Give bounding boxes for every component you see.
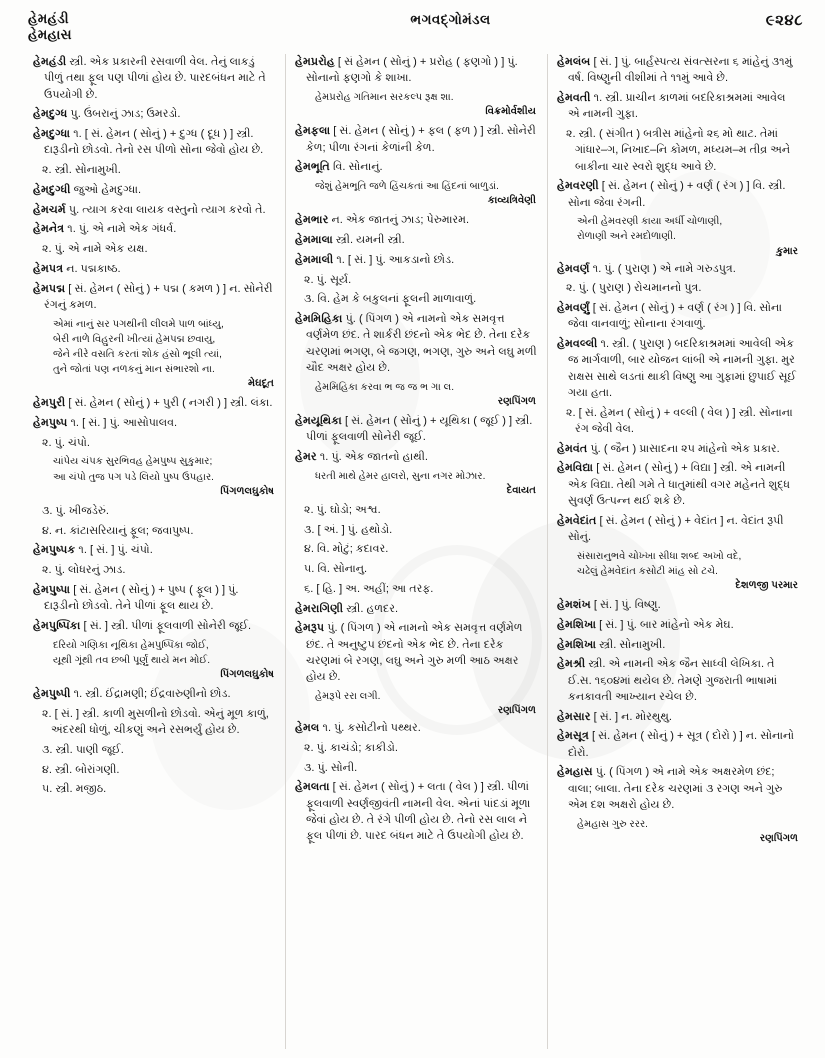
entry-headword: હેમવિદ્યા xyxy=(557,462,594,475)
quotation-block xyxy=(33,317,276,392)
quotation-attribution: કુમાર xyxy=(776,245,798,257)
dictionary-entry xyxy=(33,202,276,218)
quotation-line: આ ચંપો તુજ પગ પડે લિયો પુષ્પ ઉપહાર. xyxy=(53,471,214,483)
quotation-line: જેશું હેમભૂતિ જળે હિંચકતાં આ હિંદનાં બાળુડાં. xyxy=(315,181,499,193)
entry-headword: હેમપુષ્પિકા xyxy=(33,619,81,632)
dictionary-entry xyxy=(33,395,276,411)
entry-definition: ૧. [ સં. હેમન ( સોનું ) + દુગ્ધ ( દૂધ ) ] સ્ત્રી. દારૂડીનો છોડવો. તેનો રસ પીળો સોના જેવો હોય છે. xyxy=(44,128,264,157)
dictionary-entry xyxy=(33,686,276,702)
quotation-line: હેમપ્રરોહ ગતિમાન સરકલ્પ રૂક્ષ શા. xyxy=(315,92,454,103)
entry-sense: ૨. પું. ઘોડો; અશ્વ. xyxy=(304,503,381,516)
entry-definition: સ્ત્રી. એક પ્રકારની રસવાળી વેલ. તેનું લાકડું પીળું તથા ફૂલ પણ પીળાં હોય છે. પારદબંધન માટે તે ઉપયોગી છે. xyxy=(44,56,266,101)
entry-sense: ૫. વિ. સોનાનુ. xyxy=(304,563,368,576)
dictionary-entry xyxy=(295,601,538,617)
entry-sense: ૨. પું. લોધરનું ઝાડ. xyxy=(42,564,126,577)
quotation-line: યૂથી ગૂંથી તવ છબી પૂર્ણું થાયે મન મોઈ. xyxy=(53,654,211,666)
text-column-2 xyxy=(285,54,547,1049)
entry-headword: હેમશ્રી xyxy=(557,658,586,671)
entry-headword: હેમદુગ્ધા xyxy=(33,128,71,140)
entry-definition: [ સં. હેમન ( સોનું ) + વર્ણ ( રંગ ) ] વિ. સોના જેવા વાનવાળું; સોનાના રંગવાળું. xyxy=(568,302,783,331)
entry-definition: ૧. પું. ( પુરાણ ) એ નામે ગરુડપુત્ર. xyxy=(589,262,736,275)
entry-definition: સ્ત્રી. હળદર. xyxy=(343,602,399,615)
entry-definition: [ સં. ] પું. વિષ્ણુ. xyxy=(590,599,661,612)
quotation-attribution: દેશળજી પરમાર xyxy=(735,579,798,591)
entry-headword: હેમપુષ્પ xyxy=(33,416,68,429)
quotation-line: હેમરૂપે રરા લગી. xyxy=(315,690,381,702)
entry-sense: ૨. પું. કાચંડો; કાકીડો. xyxy=(304,741,398,754)
dictionary-entry xyxy=(557,336,800,401)
entry-sense: ૨. પું. ( પુરાણ ) રોચમાનનો પુત્ર. xyxy=(566,282,702,295)
dictionary-entry xyxy=(295,779,538,844)
dictionary-entry xyxy=(295,159,538,175)
dictionary-entry xyxy=(557,178,800,211)
dictionary-entry xyxy=(33,106,276,122)
text-column-1 xyxy=(24,54,285,1049)
dictionary-entry xyxy=(33,182,276,198)
dictionary-entry xyxy=(557,300,800,333)
quotation-attribution: મેઘદૂત xyxy=(247,378,274,390)
entry-definition: [ સં. હેમન ( સોનું ) + પુષ્પ ( ફૂલ ) ] પું. દારૂડીનો છોડવો. તેને પીળાં ફૂલ થાય છે. xyxy=(44,583,239,613)
entry-headword: હેમર xyxy=(295,450,317,463)
entry-definition: [ સં. હેમન ( સોનું ) + વિદ્યા ] સ્ત્રી. એ નામની એક વિદ્યા. તેથી ગમે તે ધાતુમાંથી વગર મહેનતે શુદ્ધ સુવર્ણ ઉત્પન્ન થઈ શકે છે. xyxy=(568,462,791,507)
entry-definition: ૧. પું. એક જાતનો હાથી. xyxy=(316,450,428,463)
entry-definition: [ સં. હેમન ( સોનું ) + ફલ ( ફળ ) ] સ્ત્રી. સોનેરી કેળ; પીળા રંગનાં કેળાંની કેળ. xyxy=(306,125,536,154)
entry-sense: ૩. [ અં. ] પું. હથોડો. xyxy=(304,523,393,536)
dictionary-entry xyxy=(33,54,276,103)
entry-definition: ૧. સ્ત્રી. ઈંદ્રામણી; ઈંદ્રવારુણીનો છોડ. xyxy=(70,688,231,701)
dictionary-entry xyxy=(557,656,800,705)
quotation-attribution: પિંગળલઘુકોષ xyxy=(220,668,274,680)
quotation-attribution: રણપિંગળ xyxy=(497,705,536,717)
quotation-attribution: રણપિંગળ xyxy=(497,395,536,407)
quotation-block xyxy=(557,214,800,258)
quotation-block xyxy=(33,638,276,682)
dictionary-entry xyxy=(33,126,276,159)
quotation-line: હેમહાસ ગુરુ રરર. xyxy=(577,818,648,830)
entry-headword: હેમવંત xyxy=(557,442,588,455)
entry-headword: હેમવતી xyxy=(557,92,591,104)
entry-sense: ૨. પું. સૂર્ય. xyxy=(304,273,352,286)
entry-definition: [ સં. હેમન ( સોનું ) + લતા ( વેલ ) ] સ્ત્રી. પીળાં ફૂલવાળી સ્વર્ણજીવંતી નામની વેલ. એનાં પાંદડાં મૂળા જેવાં હોય છે. તે રંગે પીળી હોય છે. તેનો રસ લાલ ને ફૂલ પીળાં છે. પારદ બંધન માટે તે ઉપયોગી હોય છે. xyxy=(306,781,531,843)
entry-definition: [ સં. ] પું. બાર્હસ્પત્ય સંવત્સરના ૬ માંહેનું ૩૧મું વર્ષ. વિષ્ણુની વીશીમાં તે ૧૧મું આવે છે. xyxy=(568,56,793,85)
quotation-line: તુને જોતાં પણ નળકનું માન સંભારશો ના. xyxy=(53,363,215,375)
dictionary-entry xyxy=(295,123,538,156)
dictionary-entry xyxy=(33,281,276,314)
dictionary-entry xyxy=(33,542,276,558)
dictionary-entry xyxy=(295,413,538,446)
entry-sense: ૨. સ્ત્રી. સોનામુખી. xyxy=(42,164,121,176)
entry-definition: ૧. [ સં. ] પું. ચંપો. xyxy=(75,544,153,557)
entry-headword: હેમમાલા xyxy=(295,234,333,247)
dictionary-entry xyxy=(557,597,800,613)
dictionary-entry xyxy=(295,54,538,87)
entry-headword: હેમભૂતિ xyxy=(295,161,330,174)
dictionary-entry xyxy=(295,311,538,376)
entry-definition: પું. ( પિંગળ ) એ નામે એક અક્ષરમેળ છંદ; વાલા; બાલા. તેના દરેક ચરણમાં ૩ રગણ અને ગુરુ એમ દશ અક્ષરો હોય છે. xyxy=(568,766,783,811)
entry-headword: હેમરાગિણી xyxy=(295,602,344,615)
dictionary-entry xyxy=(295,252,538,268)
entry-definition: ૧. સ્ત્રી. પ્રાચીન કાળમાં બદરિકાશ્રમમાં આવેલ એ નામની ગુફા. xyxy=(568,92,786,121)
entry-headword: હેમહંડી xyxy=(33,56,67,68)
entry-sense: ૫. સ્ત્રી. મજીઠ. xyxy=(42,783,107,796)
quotation-block xyxy=(295,380,538,409)
quotation-line: ચાંપેય ચંપક સુરભિવહ હેમપુષ્પ સુકુમાર; xyxy=(53,456,213,468)
entry-sense: ૪. વિ. મોટું; કદાવર. xyxy=(304,543,389,556)
entry-definition: ૧. [ સં. ] પું. આકડાનો છોડ. xyxy=(333,253,455,266)
quotation-line: જેને નીરે વસતિ કરતાં શોક હંસો ભૂલી ત્યાં, xyxy=(53,348,222,360)
entry-sense: ૨. પું. એ નામે એક યક્ષ. xyxy=(42,243,148,255)
quotation-block xyxy=(33,454,276,498)
entry-headword: હેમસાર xyxy=(557,710,591,723)
quotation-line: રોળાણી અને રમદોળાણી. xyxy=(577,231,676,243)
quotation-line: ધરતી માથે હેમર હાલરો, સુના નગર મોઝાર. xyxy=(315,470,486,482)
entry-headword: હેમદુગ્ધી xyxy=(33,183,71,196)
entry-sense: ૩. સ્ત્રી. પાણી જૂઈ. xyxy=(42,743,124,756)
entry-headword: હેમપુષ્પી xyxy=(33,688,71,701)
entry-sense: ૨. પું. ચંપો. xyxy=(42,436,90,449)
quotation-line: એમાં નાનું સર પગથીની લીલમે પાળ બાંધ્યુ, xyxy=(53,318,224,330)
entry-sense: ૩. પું. ખીજડેરું. xyxy=(42,504,110,517)
dictionary-entry xyxy=(557,261,800,277)
guide-word-first: હેમહંડી xyxy=(28,11,69,26)
entry-definition: [ સં. હેમન ( સોનું ) + યૂથિકા ( જૂઈ ) ] સ્ત્રી. પીળાં ફૂલવાળી સોનેરી જૂઈ. xyxy=(306,414,533,444)
entry-headword: હેમમિહિકા xyxy=(295,313,343,326)
entry-definition: ન. પદ્મકાષ્ઠ. xyxy=(63,262,121,275)
entry-sense: ૪. ન. કાંટાસરિયાનું ફૂલ; જવાપુષ્પ. xyxy=(42,524,194,537)
entry-definition: [ સં. હેમન ( સોનું ) + સૂત્ર ( દોરો ) ] ન. સોનાનો દોરો. xyxy=(568,730,795,759)
entry-headword: હેમફલા xyxy=(295,125,331,138)
entry-sense: ૩. પું. સોની. xyxy=(304,761,358,774)
dictionary-entry xyxy=(557,637,800,653)
dictionary-entry xyxy=(295,620,538,685)
entry-definition: ૧. પું. કસોટીનો પથ્થર. xyxy=(319,722,421,735)
quotation-line: હેમમિહિકા કરવા ભ જ જ ભ ગા લ. xyxy=(315,381,455,393)
entry-definition: પુ. ઉંબરાનું ઝાડ; ઉમરડો. xyxy=(67,108,181,121)
dictionary-entry xyxy=(557,728,800,761)
entry-headword: હેમશંખ xyxy=(557,599,591,612)
entry-headword: હેમપુષ્પક xyxy=(33,544,76,557)
entry-definition: ન. એક જાતનું ઝાડ; પેરુમારમ. xyxy=(328,214,470,227)
entry-headword: હેમવર્ણ xyxy=(557,262,590,275)
entry-definition: [ સં. હેમન ( સોનું ) + પદ્મ ( કમળ ) ] ન. સોનેરી રંગનું કમળ. xyxy=(44,282,273,311)
entry-headword: હેમચર્મ xyxy=(33,203,66,216)
entry-headword: હેમમાલી xyxy=(295,253,334,266)
entry-sense: ૨. સ્ત્રી. ( સંગીત ) બત્રીસ માંહેનો ૨૬ મો થાટ. તેમાં ગાંધાર–ગ, નિખાદ–નિ કોમળ, મધ્યમ–મ તીવ્ર અને બાકીના ચાર સ્વરો શુદ્ધ આવે છે. xyxy=(566,128,791,173)
dictionary-entry xyxy=(33,618,276,634)
entry-headword: હેમપુરી xyxy=(33,397,66,410)
dictionary-entry xyxy=(557,460,800,509)
entry-definition: [ સં. હેમન ( સોનું ) + વેદાંત ] ન. વેદાંત રૂપી સોનું. xyxy=(568,514,784,543)
entry-sense: ૬. [ હિ. ] અ. અહીં; આ તરફ. xyxy=(304,582,434,595)
entry-headword: હેમવલ્લી xyxy=(557,338,598,351)
quotation-line: દરિયો ગણિકા નૂથિકા હેમપુષ્પિકા જોઈ, xyxy=(53,639,209,651)
entry-definition: જુઓ હેમદુગ્ધા. xyxy=(70,183,142,196)
dictionary-entry xyxy=(557,90,800,123)
entry-definition: [ સં. હેમન ( સોનું ) + પુરી ( નગરી ) ] સ્ત્રી. લંકા. xyxy=(65,397,273,410)
quotation-attribution: કાવ્યત્રિવેણી xyxy=(487,195,536,207)
dictionary-entry xyxy=(557,709,800,725)
quotation-block xyxy=(295,469,538,498)
dictionary-entry xyxy=(557,617,800,633)
entry-definition: પું. ( પિંગળ ) એ નામનો એક સમવૃત્ત વર્ણમેળ છંદ. તે અનુષ્ટુપ છંદનો એક ભેદ છે. તેના દરેક ચરણમાં બે રગણ, લઘુ અને ગુરુ મળી આઠ અક્ષર હોય છે. xyxy=(306,622,523,684)
entry-headword: હેમહાસ xyxy=(557,766,593,779)
quotation-block xyxy=(295,179,538,208)
quotation-attribution: વિક્રમોર્વશીય xyxy=(485,106,536,118)
quotation-line: બેરી નાળે વિહુરની ખીત્યાં હેમપદ્મ છવાયુ, xyxy=(53,333,216,345)
dictionary-entry xyxy=(295,720,538,736)
quotation-block xyxy=(295,90,538,119)
entry-definition: [ સં. ] પું. બાર માંહેનો એક મેઘ. xyxy=(596,618,734,631)
text-column-3 xyxy=(547,54,809,1049)
entry-definition: [ સં હેમન ( સોનું ) + પ્રરોહ ( ફણગો ) ] પું. સોનાનો ફણગો કે શાખા. xyxy=(306,56,518,85)
dictionary-entry xyxy=(295,232,538,248)
entry-definition: સ્ત્રી. એ નામની એક જૈન સાધ્વી લેખિકા. તે ઈ.સ. ૧૬૦૪માં થયેલ છે. તેમણે ગુજરાતી ભાષામાં કનકાવતી આખ્યાન રચેલ છે. xyxy=(568,658,778,703)
quotation-attribution: પિંગળલઘુકોષ xyxy=(220,485,274,497)
entry-sense: ૨. [ સં. ] સ્ત્રી. કાળી મુસળીનો છોડવો. એનું મૂળ કાળું, અંદરથી ધોળું, ચીકણું અને રસભર્યું હોય છે. xyxy=(42,707,269,737)
quotation-block xyxy=(557,817,800,846)
entry-headword: હેમવરણી xyxy=(557,180,599,193)
entry-definition: પું. ( જૈન ) પ્રાસાદના ૨૫ માંહેનો એક પ્રકાર. xyxy=(587,442,780,455)
dictionary-entry xyxy=(295,449,538,465)
quotation-attribution: રણપિંગળ xyxy=(759,832,798,844)
entry-headword: હેમપુષ્પા xyxy=(33,583,71,596)
quotation-line: ચઢેલું હેમવેદાંત કસોટી માંહ સો ટચે. xyxy=(577,565,718,577)
entry-headword: હેમવર્ણું xyxy=(557,302,590,315)
running-head xyxy=(0,0,825,54)
dictionary-entry xyxy=(33,582,276,615)
entry-definition: ૧. [ સં. ] પું. આસોપાલવ. xyxy=(67,416,178,429)
column-container xyxy=(0,54,825,1049)
quotation-block xyxy=(557,549,800,593)
quotation-attribution: દેવાયત xyxy=(506,484,536,496)
entry-headword: હેમદુગ્ધ xyxy=(33,108,68,121)
entry-headword: હેમપત્ર xyxy=(33,262,64,275)
dictionary-entry xyxy=(557,54,800,87)
entry-headword: હેમયૂથિકા xyxy=(295,414,342,427)
dictionary-entry xyxy=(557,513,800,546)
entry-definition: ૧. સ્ત્રી. ( પુરાણ ) બદરિકાશ્રમમાં આવેલી એક જ માર્ગવાળી, બાર યોજન લાંબી એ નામની ગુફા. મુર રાક્ષસ સાથે લડતાં થાકી વિષ્ણુ આ ગુફામાં છુપાઈ સૂઈ ગયા હતા. xyxy=(568,338,797,399)
entry-sense: ૪. સ્ત્રી. બોરાંગણી. xyxy=(42,763,120,776)
entry-definition: પું. ( પિંગળ ) એ નામનો એક સમવૃત્ત વર્ણમેળ છંદ. તે શાર્કરી છંદનો એક ભેદ છે. તેના દરેક ચરણમાં ભગણ, બે જગણ, ભગણ, ગુરુ અને લઘુ મળી ચૌદ અક્ષર હોય છે. xyxy=(306,313,537,374)
dictionary-entry xyxy=(33,221,276,237)
entry-headword: હેમપદ્મ xyxy=(33,282,66,295)
quotation-block xyxy=(295,689,538,718)
entry-definition: પુ. ત્યાગ કરવા લાયક વસ્તુનો ત્યાગ કરવો તે. xyxy=(65,203,266,216)
entry-sense: ૨. [ સં. હેમન ( સોનું ) + વલ્લી ( વેલ ) ] સ્ત્રી. સોનાના રંગ જેવી વેલ. xyxy=(566,406,793,435)
entry-definition: ૧. પું. એ નામે એક ગંધર્વ. xyxy=(64,223,177,236)
quotation-line: એની હેમવરણી કાયા અર્ધી ચોળાણી, xyxy=(577,216,723,228)
entry-definition: [ સં. ] સ્ત્રી. પીળાં ફૂલવાળી સોનેરી જૂઈ. xyxy=(80,619,252,632)
quotation-line: સંસારાનુભવે ચોખ્ખા સીધા શબ્દ અખો વદે, xyxy=(577,550,742,562)
entry-headword: હેમશિખા xyxy=(557,618,597,631)
page-number: ૯૨૪૮ xyxy=(765,12,803,29)
entry-definition: સ્ત્રી. યમની સ્ત્રી. xyxy=(332,234,405,247)
dictionary-entry xyxy=(295,212,538,228)
entry-definition: સ્ત્રી. સોનામુખી. xyxy=(596,638,666,651)
entry-definition: [ સં. હેમન ( સોનું ) + વર્ણ ( રંગ ) ] વિ. સ્ત્રી. સોના જેવા રંગની. xyxy=(568,180,786,209)
entry-sense: ૩. વિ. હેમ કે બકુલનાં ફૂલની માળાવાળું. xyxy=(304,293,477,306)
entry-headword: હેમલતા xyxy=(295,781,330,794)
guide-words xyxy=(28,11,208,43)
entry-headword: હેમવેદાંત xyxy=(557,514,597,527)
dictionary-entry xyxy=(557,764,800,813)
entry-headword: હેમરૂપ xyxy=(295,622,325,635)
entry-definition: [ સં. ] ન. મોરથુથુ. xyxy=(590,710,672,723)
entry-headword: હેમસૂત્ર xyxy=(557,730,589,743)
entry-headword: હેમલંબ xyxy=(557,56,591,68)
dictionary-entry xyxy=(33,415,276,431)
entry-headword: હેમલ xyxy=(295,722,320,735)
entry-headword: હેમશિખા xyxy=(557,638,597,651)
dictionary-entry xyxy=(33,261,276,277)
guide-word-last: હેમહાસ xyxy=(28,26,72,42)
dictionary-entry xyxy=(557,441,800,457)
entry-headword: હેમનેત્ર xyxy=(33,223,65,236)
entry-headword: હેમભાર xyxy=(295,214,329,227)
entry-headword: હેમપ્રરોહ xyxy=(295,56,335,68)
entry-definition: વિ. સોનાનું. xyxy=(329,161,383,174)
book-title: ભગવદ્ગોમંડલ xyxy=(410,12,491,27)
